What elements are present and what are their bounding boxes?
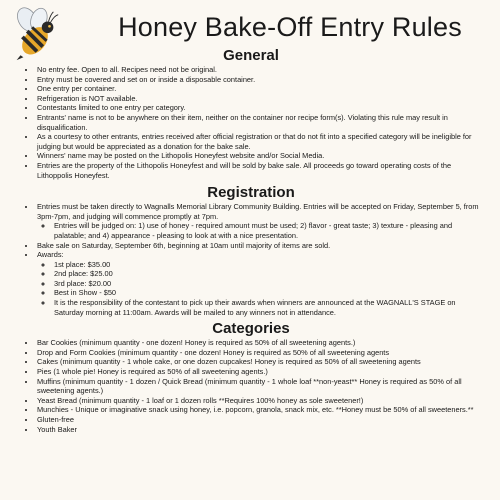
- general-item: • Contestants limited to one entry per category.: [36, 103, 480, 113]
- award-item: ◦ Best in Show - $50: [53, 288, 480, 298]
- category-item: • Cakes (minimum quantity - 1 whole cake, or one dozen cupcakes! Honey is required as 50% of all sweetening agents: [36, 357, 480, 367]
- registration-heading: Registration: [207, 184, 295, 202]
- award-item: ◦ 3rd place: $20.00: [53, 279, 480, 289]
- registration-list: [22, 202, 480, 317]
- registration-item: [36, 250, 480, 317]
- general-heading: General: [223, 47, 279, 64]
- judging-item: ◦ Entries will be judged on: 1) use of honey - required amount must be used; 2) flavor - great taste; 3) texture - pleasing and palatable; and 4) appearance - pleasing to look at with a nice presentation.: [53, 221, 480, 240]
- category-item: • Munchies - Unique or imaginative snack using honey, i.e. popcorn, granola, snack mix, etc. **Honey must be 50% of all sweeteners.**: [36, 405, 480, 415]
- general-item: • One entry per container.: [36, 84, 480, 94]
- category-item: • Gluten-free: [36, 415, 480, 425]
- categories-list: [22, 338, 480, 434]
- award-item: ◦ 1st place: $35.00: [53, 260, 480, 270]
- category-item: • Pies (1 whole pie! Honey is required as 50% of all sweetening agents.): [36, 367, 480, 377]
- general-item: • Entrants' name is not to be anywhere on their item, neither on the container nor recipe form(s). Violating this rule may result in disqualification.: [36, 113, 480, 132]
- general-list: [22, 65, 480, 180]
- category-item: • Yeast Bread (minimum quantity - 1 loaf or 1 dozen rolls **Requires 100% honey as sole sweetener!): [36, 396, 480, 406]
- category-item: • Bar Cookies (minimum quantity - one dozen! Honey is required as 50% of all sweetening agents.): [36, 338, 480, 348]
- page-title: Honey Bake-Off Entry Rules: [118, 12, 462, 42]
- awards-label: Awards:: [37, 250, 64, 260]
- category-item: • Youth Baker: [36, 425, 480, 435]
- awards-sublist: [37, 260, 480, 318]
- general-item: • Entries are the property of the Lithopolis Honeyfest and will be sold by bake sale. All proceeds go toward operating costs of the Lithoppolis Honeyfest.: [36, 161, 480, 180]
- category-item: • Drop and Form Cookies (minimum quantity - one dozen! Honey is required as 50% of all sweetening agents: [36, 348, 480, 358]
- award-item: ◦ It is the responsibility of the contestant to pick up their awards when winners are announced at the WAGNALL'S STAGE on Saturday morning at 11:00am. Awards will be mailed to any winners not in attendance.: [53, 298, 480, 317]
- award-item: ◦ 2nd place: $25.00: [53, 269, 480, 279]
- category-item: • Muffins (minimum quantity - 1 dozen / Quick Bread (minimum quantity - 1 whole loaf **non-yeast** Honey is required as 50% of all sweetening agents.): [36, 377, 480, 396]
- judging-sublist: [37, 221, 480, 240]
- general-item: • Winners' name may be posted on the Lithopolis Honeyfest website and/or Social Media.: [36, 151, 480, 161]
- registration-item: • Bake sale on Saturday, September 6th, beginning at 10am until majority of items are sold.: [36, 241, 480, 251]
- general-item: • No entry fee. Open to all. Recipes need not be original.: [36, 65, 480, 75]
- registration-item-text: Entries must be taken directly to Wagnalls Memorial Library Community Building. Entries will be accepted on Friday, September 5, from 3pm-7pm, and judging will commence promptly at 7pm.: [37, 202, 479, 221]
- general-item: • Refrigeration is NOT available.: [36, 94, 480, 104]
- general-item: • As a courtesy to other entrants, entries received after official registration or that do not fit into a specified category will be ineligible for judging but would be appreciated as a donation for the bake sale.: [36, 132, 480, 151]
- general-item: • Entry must be covered and set on or inside a disposable container.: [36, 75, 480, 85]
- rules-content: [22, 46, 480, 434]
- categories-heading: Categories: [212, 320, 290, 338]
- registration-item: [36, 202, 480, 240]
